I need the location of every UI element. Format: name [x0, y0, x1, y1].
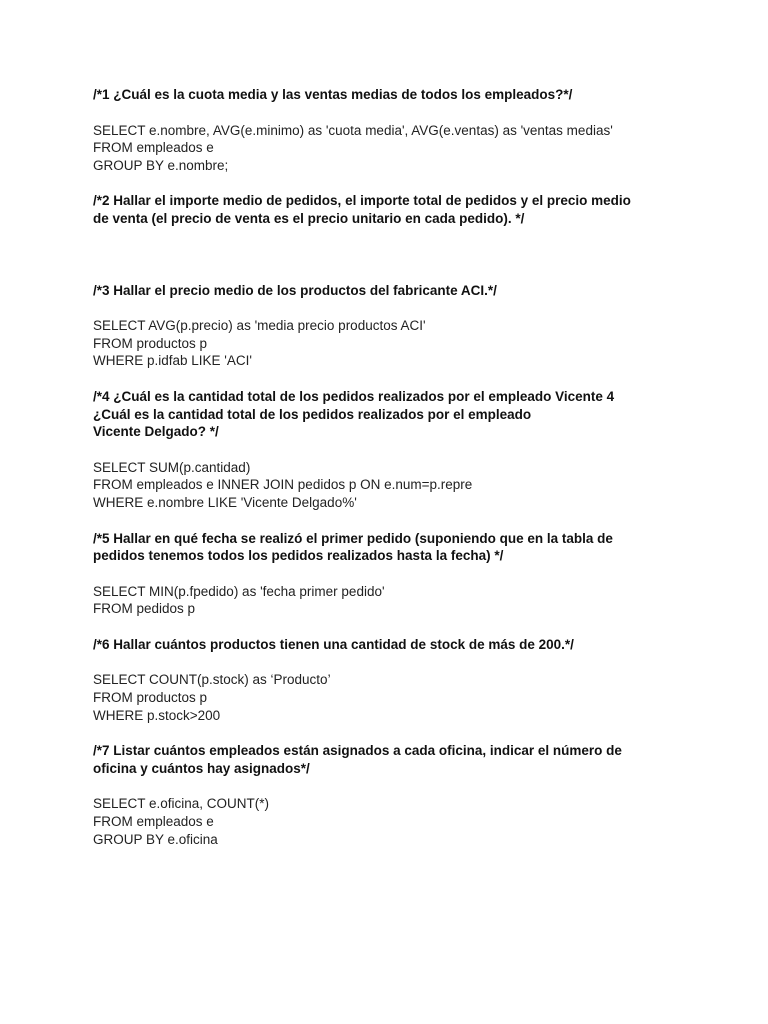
- comment-line: /*7 Listar cuántos empleados están asignados a cada oficina, indicar el número de: [93, 743, 622, 759]
- question-1-comment: [93, 86, 693, 104]
- sql-line: SELECT e.nombre, AVG(e.minimo) as 'cuota media', AVG(e.ventas) as 'ventas medias': [93, 122, 613, 138]
- sql-line: SELECT SUM(p.cantidad): [93, 459, 251, 475]
- question-3-comment: [93, 282, 693, 300]
- sql-line: SELECT MIN(p.fpedido) as 'fecha primer pedido': [93, 583, 385, 599]
- comment-line: oficina y cuántos hay asignados*/: [93, 760, 310, 776]
- comment-line: /*1 ¿Cuál es la cuota media y las ventas medias de todos los empleados?*/: [93, 87, 573, 102]
- sql-line: SELECT COUNT(p.stock) as ‘Producto’: [93, 672, 331, 688]
- question-7-comment: [93, 742, 693, 777]
- comment-line: /*4 ¿Cuál es la cantidad total de los pedidos realizados por el empleado Vicente 4: [93, 388, 615, 404]
- sql-line: FROM empleados e: [93, 814, 214, 830]
- sql-line: WHERE e.nombre LIKE 'Vicente Delgado%': [93, 494, 357, 510]
- comment-line: ¿Cuál es la cantidad total de los pedidos realizados por el empleado: [93, 406, 532, 422]
- sql-line: FROM productos p: [93, 335, 208, 351]
- sql-line: FROM empleados e INNER JOIN pedidos p ON e.num=p.repre: [93, 477, 473, 493]
- sql-line: FROM empleados e: [93, 140, 214, 156]
- sql-line: FROM pedidos p: [93, 601, 196, 617]
- question-6-sql: [93, 671, 693, 724]
- comment-line: /*2 Hallar el importe medio de pedidos, el importe total de pedidos y el precio medio: [93, 193, 631, 209]
- comment-line: /*3 Hallar el precio medio de los productos del fabricante ACI.*/: [93, 282, 497, 298]
- question-4-sql: [93, 459, 693, 512]
- question-7-sql: [93, 795, 693, 848]
- comment-line: Vicente Delgado? */: [93, 424, 219, 440]
- question-3-sql: [93, 317, 693, 370]
- document-content: [93, 86, 693, 848]
- comment-line: pedidos tenemos todos los pedidos realizados hasta la fecha) */: [93, 548, 504, 564]
- question-2-comment: [93, 192, 693, 227]
- comment-line: /*5 Hallar en qué fecha se realizó el primer pedido (suponiendo que en la tabla de: [93, 530, 613, 546]
- sql-line: FROM productos p: [93, 690, 208, 706]
- sql-line: SELECT e.oficina, COUNT(*): [93, 796, 270, 812]
- question-4-comment: [93, 388, 693, 441]
- sql-line: GROUP BY e.oficina: [93, 831, 218, 847]
- sql-line: SELECT AVG(p.precio) as 'media precio productos ACI': [93, 318, 426, 334]
- sql-line: WHERE p.stock>200: [93, 707, 221, 723]
- comment-line: de venta (el precio de venta es el precio unitario en cada pedido). */: [93, 210, 525, 226]
- sql-line: WHERE p.idfab LIKE 'ACI': [93, 353, 252, 369]
- question-6-comment: [93, 636, 693, 654]
- comment-line: /*6 Hallar cuántos productos tienen una cantidad de stock de más de 200.*/: [93, 636, 574, 652]
- question-1-sql: [93, 122, 693, 175]
- question-5-comment: [93, 530, 693, 565]
- sql-line: GROUP BY e.nombre;: [93, 157, 229, 173]
- question-5-sql: [93, 583, 693, 618]
